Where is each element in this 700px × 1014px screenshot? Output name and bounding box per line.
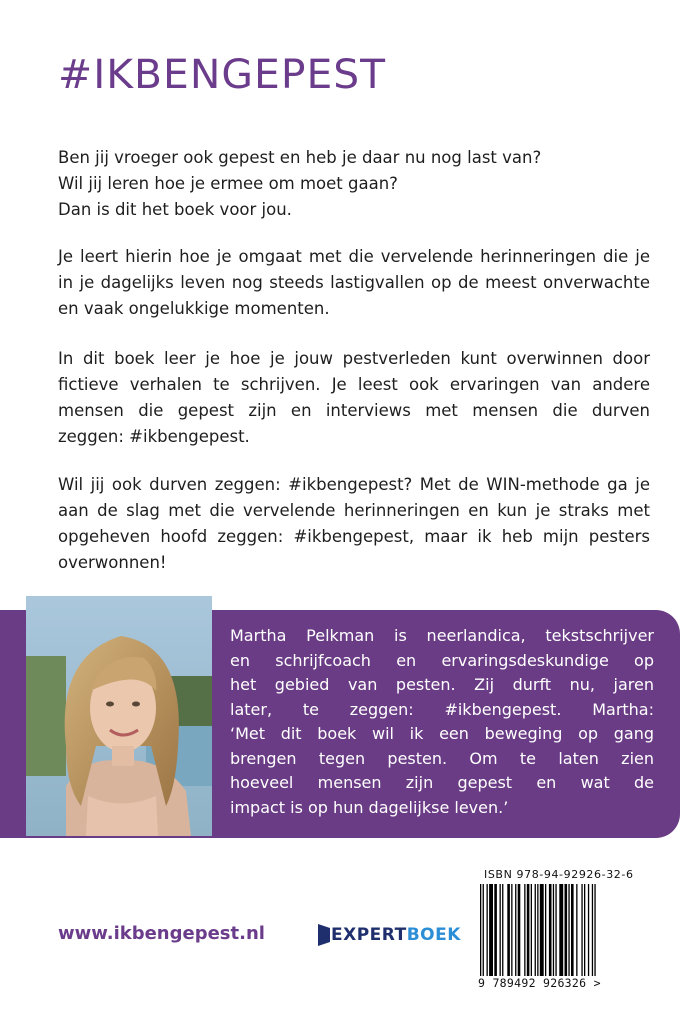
barcode-bar (531, 884, 532, 976)
barcode-bar (594, 884, 595, 988)
text-line: het gebied van pesten. Zij durft nu, jaren (230, 675, 654, 694)
barcode-bar (571, 884, 574, 976)
author-bio (230, 624, 654, 820)
barcode-digits: 9 789492 926326 > (476, 976, 648, 990)
barcode-bar (568, 884, 569, 976)
text-line: brengen tegen pesten. Om te laten zien (230, 748, 654, 768)
barcode-bar (549, 884, 552, 976)
barcode-bar (507, 884, 510, 976)
book-title: #IKBENGEPEST (58, 52, 387, 98)
text-line: impact is op hun dagelijkse leven.’ (230, 797, 509, 817)
barcode-bar (553, 884, 554, 976)
text-line: opgeheven hoofd zeggen: #ikbengepest, maar ik heb mijn pesters (58, 527, 650, 546)
text-line: fictieve verhalen te schrijven. Je leest ook ervaringen van andere (58, 375, 650, 394)
publisher-logo (318, 922, 461, 948)
barcode-bar (500, 884, 501, 976)
text-line: Ben jij vroeger ook gepest en heb je daar nu nog last van? (58, 148, 542, 167)
barcode-bar (483, 884, 484, 988)
text-line: mensen die gepest zijn en interviews met mensen die durven (58, 401, 650, 420)
text-line: aan de slag met die vervelende herinneringen en kun je straks met (58, 501, 650, 520)
barcode-bar (487, 884, 488, 976)
text-line: zeggen: #ikbengepest. (58, 427, 250, 446)
barcode-bar (581, 884, 582, 976)
text-line: Wil jij leren hoe je ermee om moet gaan? (58, 174, 398, 193)
website-link[interactable]: www.ikbengepest.nl (58, 923, 265, 944)
text-line: ‘Met dit boek wil ik een beweging op gang (230, 724, 654, 743)
text-line: overwonnen! (58, 553, 167, 572)
publisher-mark-icon (318, 924, 330, 946)
barcode-bar (480, 884, 481, 988)
barcode-bar (555, 884, 556, 976)
barcode-bar (540, 884, 544, 988)
text-line: en schrijfcoach en ervaringsdeskundige op (230, 650, 654, 670)
barcode-bar (535, 884, 536, 976)
barcode-bar (518, 884, 521, 976)
text-line: Wil jij ook durven zeggen: #ikbengepest? Met de WIN-methode ga je (58, 475, 650, 494)
text-line: en vaak ongelukkige momenten. (58, 299, 330, 318)
call-to-action-paragraph (58, 472, 650, 576)
barcode-bar (494, 884, 497, 976)
isbn-label: ISBN 978-94-92926-32-6 (484, 868, 634, 881)
text-line: Dan is dit het boek voor jou. (58, 200, 292, 219)
barcode-bar (565, 884, 568, 976)
publisher-name-part1: EXPERT (331, 925, 407, 945)
description-paragraph (58, 244, 650, 322)
barcode-bar (576, 884, 577, 976)
barcode-bar (592, 884, 593, 988)
barcode-bar (537, 884, 538, 988)
barcode-bar (524, 884, 525, 976)
barcode-bar (527, 884, 530, 976)
barcode-bar (545, 884, 546, 976)
barcode-bar (502, 884, 503, 976)
barcode-bar (515, 884, 516, 976)
barcode-bar (489, 884, 493, 976)
method-paragraph (58, 346, 650, 450)
text-line: hoeveel mensen zijn gepest en wat de (230, 773, 654, 792)
barcode-bar (584, 884, 585, 976)
publisher-name-part2: BOEK (406, 925, 461, 945)
barcode-bar (588, 884, 589, 976)
text-line: Martha Pelkman is neerlandica, tekstschrijver (230, 626, 654, 645)
intro-paragraph (58, 145, 650, 223)
text-line: Je leert hierin hoe je omgaat met die vervelende herinneringen die je (58, 247, 650, 266)
text-line: later, te zeggen: #ikbengepest. Martha: (230, 699, 654, 719)
text-line: in je dagelijks leven nog steeds lastigvallen op de meest onverwachte (58, 273, 650, 292)
author-photo (26, 596, 212, 836)
barcode-bar (511, 884, 512, 976)
barcode-bar (559, 884, 563, 976)
text-line: In dit boek leer je hoe je jouw pestverleden kunt overwinnen door (58, 349, 650, 368)
